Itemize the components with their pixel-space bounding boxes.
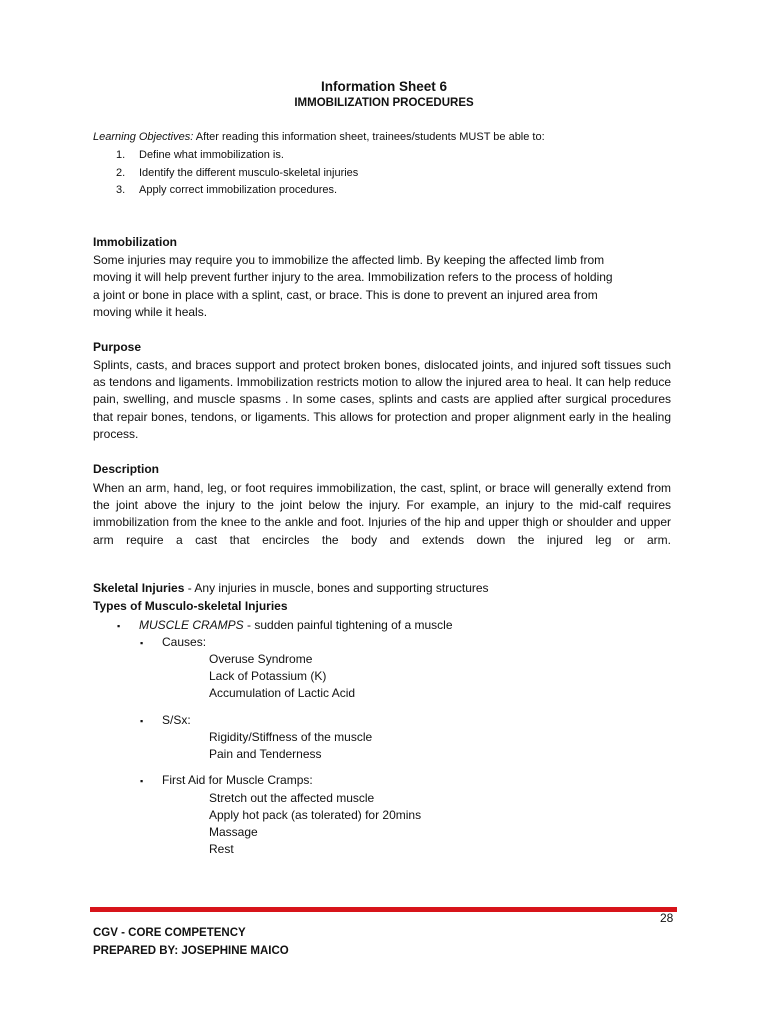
cause-item: Accumulation of Lactic Acid: [209, 686, 356, 700]
first-aid-item: Massage: [209, 825, 258, 839]
skeletal-injuries-label: Skeletal Injuries: [93, 581, 185, 595]
immobilization-line: Some injuries may require you to immobilize the affected limb. By keeping the affected limb from: [93, 253, 605, 267]
learning-objectives-label: Learning Objectives:: [93, 131, 194, 143]
square-bullet-icon: ▪: [140, 776, 144, 786]
objective-number: 1.: [116, 149, 126, 161]
types-heading: Types of Musculo-skeletal Injuries: [93, 599, 288, 613]
footer-course: CGV - CORE COMPETENCY: [93, 927, 246, 939]
objective-item: [116, 149, 284, 161]
objective-number: 2.: [116, 167, 126, 179]
first-aid-item: Apply hot pack (as tolerated) for 20mins: [209, 808, 422, 822]
section-heading-description: Description: [93, 462, 160, 476]
signs-label: S/Sx:: [162, 713, 191, 727]
muscle-cramps-label: MUSCLE CRAMPS: [139, 618, 244, 632]
objective-text: Identify the different musculo-skeletal injuries: [139, 167, 359, 179]
objective-text: Define what immobilization is.: [139, 149, 284, 161]
footer-divider: [90, 907, 677, 912]
first-aid-label: First Aid for Muscle Cramps:: [162, 773, 313, 787]
immobilization-line: a joint or bone in place with a splint, cast, or brace. This is done to prevent an injured area from: [93, 288, 598, 302]
objective-item: [116, 167, 358, 179]
learning-objectives-intro: [93, 131, 545, 143]
skeletal-injuries-line: [93, 581, 489, 595]
muscle-cramps-line: [139, 618, 453, 632]
section-heading-purpose: Purpose: [93, 340, 142, 354]
skeletal-injuries-definition: - Any injuries in muscle, bones and supporting structures: [184, 581, 489, 595]
purpose-paragraph: Splints, casts, and braces support and protect broken bones, dislocated joints, and injured soft tissues such as tendons and ligaments. Immobilization restricts motion to allow the injured area to heal. It can help reduce pain, swelling, and muscle spasms . In some cases, splints and casts are applied after surgical procedures that repair bones, tendons, or ligaments. This allows for protection and proper alignment early in the healing process.: [93, 358, 671, 441]
page-subtitle: IMMOBILIZATION PROCEDURES: [294, 97, 474, 109]
first-aid-item: Rest: [209, 842, 234, 856]
footer-author: PREPARED BY: JOSEPHINE MAICO: [93, 945, 289, 957]
cause-item: Overuse Syndrome: [209, 652, 313, 666]
cause-item: Lack of Potassium (K): [209, 669, 327, 683]
section-heading-immobilization: Immobilization: [93, 235, 177, 249]
immobilization-line: moving it will help prevent further injury to the area. Immobilization refers to the process of holding: [93, 270, 613, 284]
objective-number: 3.: [116, 184, 126, 196]
description-paragraph: When an arm, hand, leg, or foot requires immobilization, the cast, splint, or brace will generally extend from the joint above the injury to the joint below the injury. For example, an injury to the mid-calf requires immobilization from the knee to the ankle and foot. Injuries of the hip and upper thigh or shoulder and upper arm require a cast that encircles the body and extends down the injured leg or arm.: [93, 481, 671, 547]
learning-objectives-text: After reading this information sheet, trainees/students MUST be able to:: [193, 131, 545, 143]
sign-item: Rigidity/Stiffness of the muscle: [209, 730, 373, 744]
causes-label: Causes:: [162, 635, 207, 649]
square-bullet-icon: ▪: [140, 716, 144, 726]
page-number: 28: [660, 911, 674, 925]
page-title: Information Sheet 6: [320, 79, 447, 94]
objective-item: [116, 184, 337, 196]
immobilization-line: moving while it heals.: [93, 305, 208, 319]
objective-text: Apply correct immobilization procedures.: [139, 184, 338, 196]
square-bullet-icon: ▪: [117, 621, 121, 631]
first-aid-item: Stretch out the affected muscle: [209, 791, 375, 805]
sign-item: Pain and Tenderness: [209, 747, 322, 761]
muscle-cramps-definition: - sudden painful tightening of a muscle: [243, 618, 453, 632]
square-bullet-icon: ▪: [140, 638, 144, 648]
